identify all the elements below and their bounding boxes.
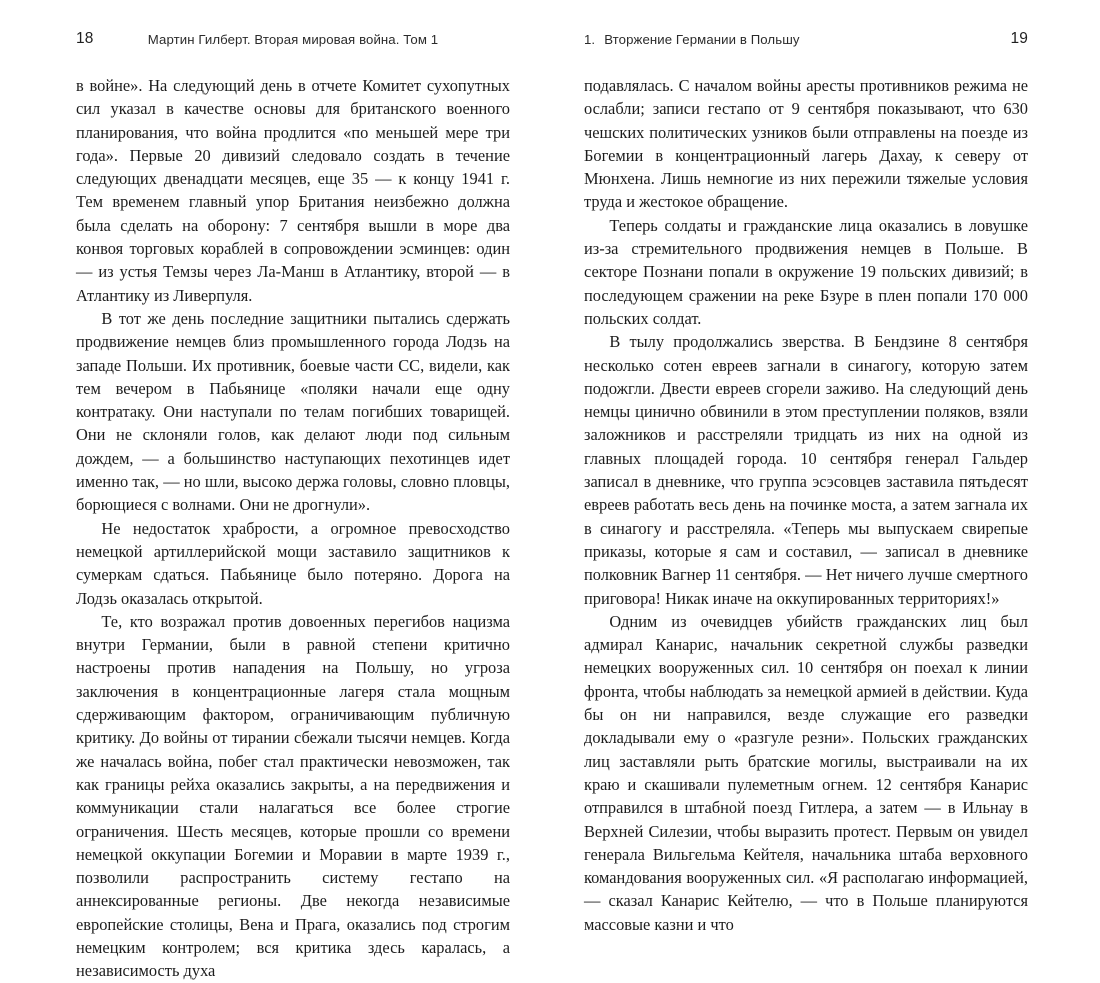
page-verso	[0, 0, 550, 981]
paragraph-verso: Те, кто возражал против довоенных перегибов нацизма внутри Германии, были в равной степени критично настроены против нападения на Польшу, но угроза заключения в концентрационные лагеря стала мощным сдерживающим фактором, ограничивающим публичную критику. До войны от тирании сбежали тысячи немцев. Когда же началась война, побег стал практически невозможен, так как границы рейха оказались закрыты, а на передвижения и коммуникации стали налагаться все более строгие ограничения. Шесть месяцев, которые прошли со времени немецкой оккупации Богемии и Моравии в марте 1939 г., позволили распространить систему гестапо на аннексированные регионы. Две некогда независимые европейские столицы, Вена и Прага, оказались под строгим немецким контролем; вся критика здесь каралась, а независимость духа	[76, 611, 510, 981]
paragraph-verso: Не недостаток храбрости, а огромное превосходство немецкой артиллерийской мощи заставило защитников к сумеркам сдаться. Пабьянице было потеряно. Дорога на Лодзь оказалась открытой.	[76, 518, 510, 608]
paragraph-verso: В тот же день последние защитники пытались сдержать продвижение немцев близ промышленного города Лодзь на западе Польши. Их противник, боевые части СС, видели, как тем вечером в Пабьянице «поляки начали еще одну контратаку. Они наступали по телам погибших товарищей. Они не склоняли голов, как делают люди под сильным дождем, — а большинство наступающих пехотинцев идет именно так, — но шли, высоко держа головы, словно пловцы, борющиеся с волнами. Они не дрогнули».	[76, 308, 510, 515]
paragraph-recto: подавлялась. С началом войны аресты противников режима не ослабли; записи гестапо от 9 сентября показывают, что 630 чешских политических узников были отправлены на поезде из Богемии в концентрационный лагерь Дахау, к северу от Мюнхена. Лишь немногие из них пережили тяжелые условия труда и жестокое обращение.	[584, 76, 1028, 212]
running-head-verso	[76, 30, 510, 60]
paragraph-recto: Теперь солдаты и гражданские лица оказались в ловушке из-за стремительного продвижения немцев в Польше. В секторе Познани попали в окружение 19 польских дивизий; в последующем сражении на реке Бзуре в плен попали 170 000 польских солдат.	[584, 215, 1028, 328]
chapter-number: 1.	[584, 32, 596, 47]
body-text-recto	[584, 74, 1028, 936]
paragraph-recto: Одним из очевидцев убийств гражданских лиц был адмирал Канарис, начальник секретной службы разведки немецких вооруженных сил. 10 сентября он поехал к линии фронта, чтобы наблюдать за немецкой армией в действии. Куда бы он ни направился, везде служащие его разведки докладывали ему о «разгуле резни». Польских гражданских лиц заставляли рыть братские могилы, выстраивали на их краю и скашивали пулеметным огнем. 12 сентября Канарис отправился в штабной поезд Гитлера, а затем — в Ильнау в Верхней Силезии, чтобы выразить протест. Первым он увидел генерала Вильгельма Кейтеля, начальника штаба верховного командования вооруженных сил. «Я располагаю информацией, — сказал Канарис Кейтелю, — что в Польше планируются массовые казни и что	[584, 611, 1028, 934]
paragraph-verso: в войне». На следующий день в отчете Комитет сухопутных сил указал в качестве основы для британского военного планирования, что война продлится «по меньшей мере три года». Первые 20 дивизий следовало создать в течение следующих двенадцати месяцев, еще 35 — к концу 1941 г. Тем временем главный упор Британия неизбежно должна была сделать на оборону: 7 сентября вышли в море два конвоя торговых кораблей в сопровождении эсминцев: один — из устья Темзы через Ла-Манш в Атлантику, второй — в Атлантику из Ливерпуля.	[76, 76, 510, 305]
chapter-title: Вторжение Германии в Польшу	[604, 32, 800, 47]
page-number-recto: 19	[1010, 30, 1028, 47]
page-recto	[550, 0, 1100, 934]
running-head-recto	[584, 30, 1028, 60]
body-text-verso	[76, 74, 510, 983]
page-number-verso: 18	[76, 30, 94, 47]
paragraph-recto: В тылу продолжались зверства. В Бендзине 8 сентября несколько сотен евреев загнали в синагогу, которую затем подожгли. Двести евреев сгорели заживо. На следующий день немцы цинично обвинили в этом преступлении поляков, взяли заложников и расстреляли тридцать из них на одной из главных площадей города. 10 сентября генерал Гальдер записал в дневнике, что группа эсэсовцев заставила пятьдесят евреев работать весь день на починке моста, а затем загнала их в синагогу и расстреляла. «Теперь мы выпускаем свирепые приказы, которые я сам и составил, — записал в дневнике полковник Вагнер 11 сентября. — Нет ничего лучше смертного приговора! Никак иначе на оккупированных территориях!»	[584, 332, 1028, 608]
book-title-running-head: Мартин Гилберт. Вторая мировая война. Том 1	[147, 32, 439, 47]
chapter-running-head	[584, 32, 800, 47]
